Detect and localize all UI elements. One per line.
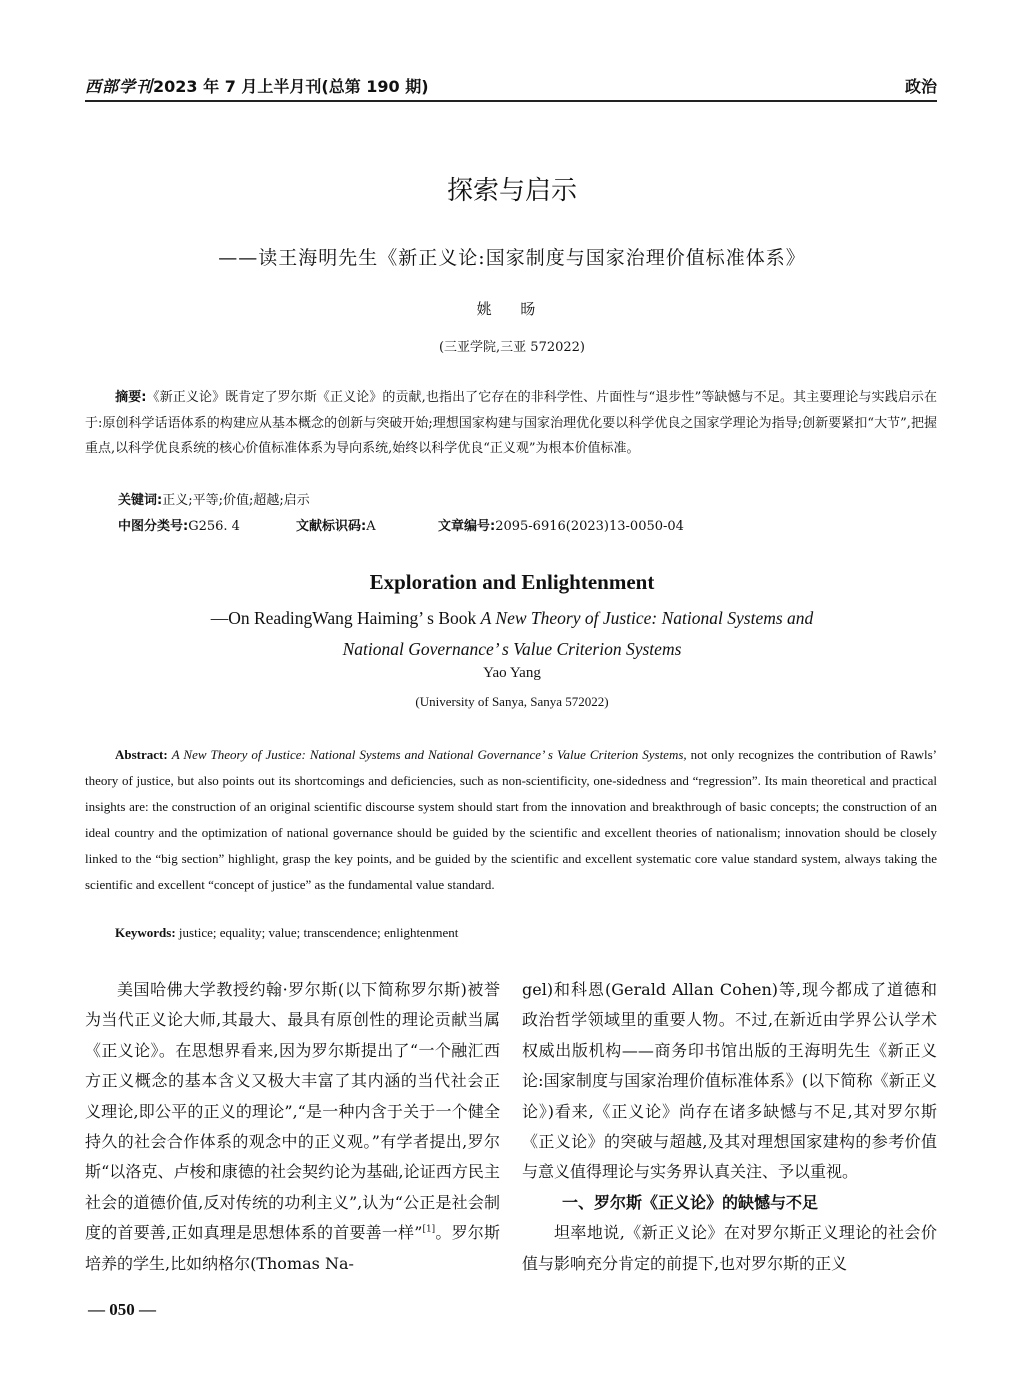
abstract-en [85,742,937,898]
section-tag: 政治 [904,77,937,96]
affiliation-cn: (三亚学院,三亚 572022) [438,340,586,355]
article-title-cn: 探索与启示 [446,176,577,206]
author-name-cn: 姚 旸 [476,300,548,318]
doc-label: 文献标识码: [296,519,367,534]
abstract-en-text: not only recognizes the contribution of Rawls’ theory of justice, but also points out its shortcomings and deficiencies, such as non-scientificity, one-sidedness and “regression”. Its main theoretical and practical insights are: the construction of an original scientific discourse system should start from the innovation and breakthrough of basic concepts; the construction of an ideal country and the optimization of national governance should be guided by the scientific and excellent theories of nationalism; innovation should be closely linked to the “big section” highlight, grasp the key points, and be guided by the scientific and excellent systematic core value standard system, always taking the scientific and excellent “concept of justice” as the fundamental value standard. [85,747,938,892]
author-name-en: Yao Yang [483,665,541,681]
abstract-cn [85,385,937,462]
journal-issue: 2023 年 7 月上半月刊(总第 190 期) [153,77,429,96]
abstract-en-label: Abstract: [115,747,168,762]
running-header [85,72,937,102]
article-value: 2095-6916(2023)13-0050-04 [495,519,684,534]
section-heading: 一、罗尔斯《正义论》的缺憾与不足 [562,1192,819,1212]
body-paragraph: gel)和科恩(Gerald Allan Cohen)等,现今都成了道德和政治哲学领域里的重要人物。不过,在新近由学界公认学术权威出版机构——商务印书馆出版的王海明先生《新正义论:国家制度与国家治理价值标准体系》(以下简称《新正义论》)看来,《正义论》尚存在诸多缺憾与不足,其对罗尔斯《正义论》的突破与超越,及其对理想国家建构的参考价值与意义值得理论与实务界认真关注、予以重视。 [522,980,937,1182]
header-divider [85,100,937,102]
article-title-en: Exploration and Enlightenment [369,570,655,594]
body-paragraph [85,975,500,1279]
body-column-right [522,975,937,1279]
journal-masthead [85,74,429,97]
subtitle-en-prefix: —On ReadingWang Haiming’ s Book [210,608,481,628]
document-code [296,515,376,534]
abstract-cn-label: 摘要: [115,390,147,405]
subtitle-en-book-line1: A New Theory of Justice: National Systems and [480,608,814,628]
clc-label: 中图分类号: [118,519,189,534]
subtitle-en-book-line2: National Governance’ s Value Criterion Systems [342,639,682,659]
article-number [438,515,684,534]
body-paragraph: 坦率地说,《新正义论》在对罗尔斯正义理论的社会价值与影响充分肯定的前提下,也对罗尔斯的正义 [522,1223,937,1273]
keywords-cn-label: 关键词: [118,493,163,508]
clc-number [118,515,240,534]
body-text: 。罗尔斯培养的学生,比如纳格尔(Thomas Na- [85,1223,500,1273]
keywords-en-label: Keywords: [115,925,176,940]
clc-value: G256. 4 [188,519,240,534]
article-subtitle-en [0,603,1024,665]
article-label: 文章编号: [438,519,496,534]
journal-logo: 西部学刊 [85,77,154,96]
body-column-left [85,975,500,1279]
article-subtitle-cn: ——读王海明先生《新正义论:国家制度与国家治理价值标准体系》 [218,247,806,269]
keywords-cn-text: 正义;平等;价值;超越;启示 [162,493,310,508]
citation-ref: [1] [422,1224,436,1235]
abstract-en-book-title: A New Theory of Justice: National Systems and National Governance’ s Value Criterion Systems, [171,747,687,762]
keywords-en-text: justice; equality; value; transcendence; enlightenment [175,925,459,940]
keywords-en [115,925,458,941]
page-number: — 050 — [88,1300,156,1319]
affiliation-en: (University of Sanya, Sanya 572022) [415,694,609,709]
keywords-cn [118,489,310,508]
abstract-cn-text: 《新正义论》既肯定了罗尔斯《正义论》的贡献,也指出了它存在的非科学性、片面性与“退步性”等缺憾与不足。其主要理论与实践启示在于:原创科学话语体系的构建应从基本概念的创新与突破开始;理想国家构建与国家治理优化要以科学优良之国家学理论为指导;创新要紧扣“大节”,把握重点,以科学优良系统的核心价值标准体系为导向系统,始终以科学优良“正义观”为根本价值标准。 [85,390,937,456]
body-text: 美国哈佛大学教授约翰·罗尔斯(以下简称罗尔斯)被誉为当代正义论大师,其最大、最具有原创性的理论贡献当属《正义论》。在思想界看来,因为罗尔斯提出了“一个融汇西方正义概念的基本含义又极大丰富了其内涵的当代社会正义理论,即公平的正义的理论”,“是一种内含于关于一个健全持久的社会合作体系的观念中的正义观。”有学者提出,罗尔斯“以洛克、卢梭和康德的社会契约论为基础,论证西方民主社会的道德价值,反对传统的功利主义”,认为“公正是社会制度的首要善,正如真理是思想体系的首要善一样” [85,980,500,1243]
doc-value: A [366,519,376,534]
